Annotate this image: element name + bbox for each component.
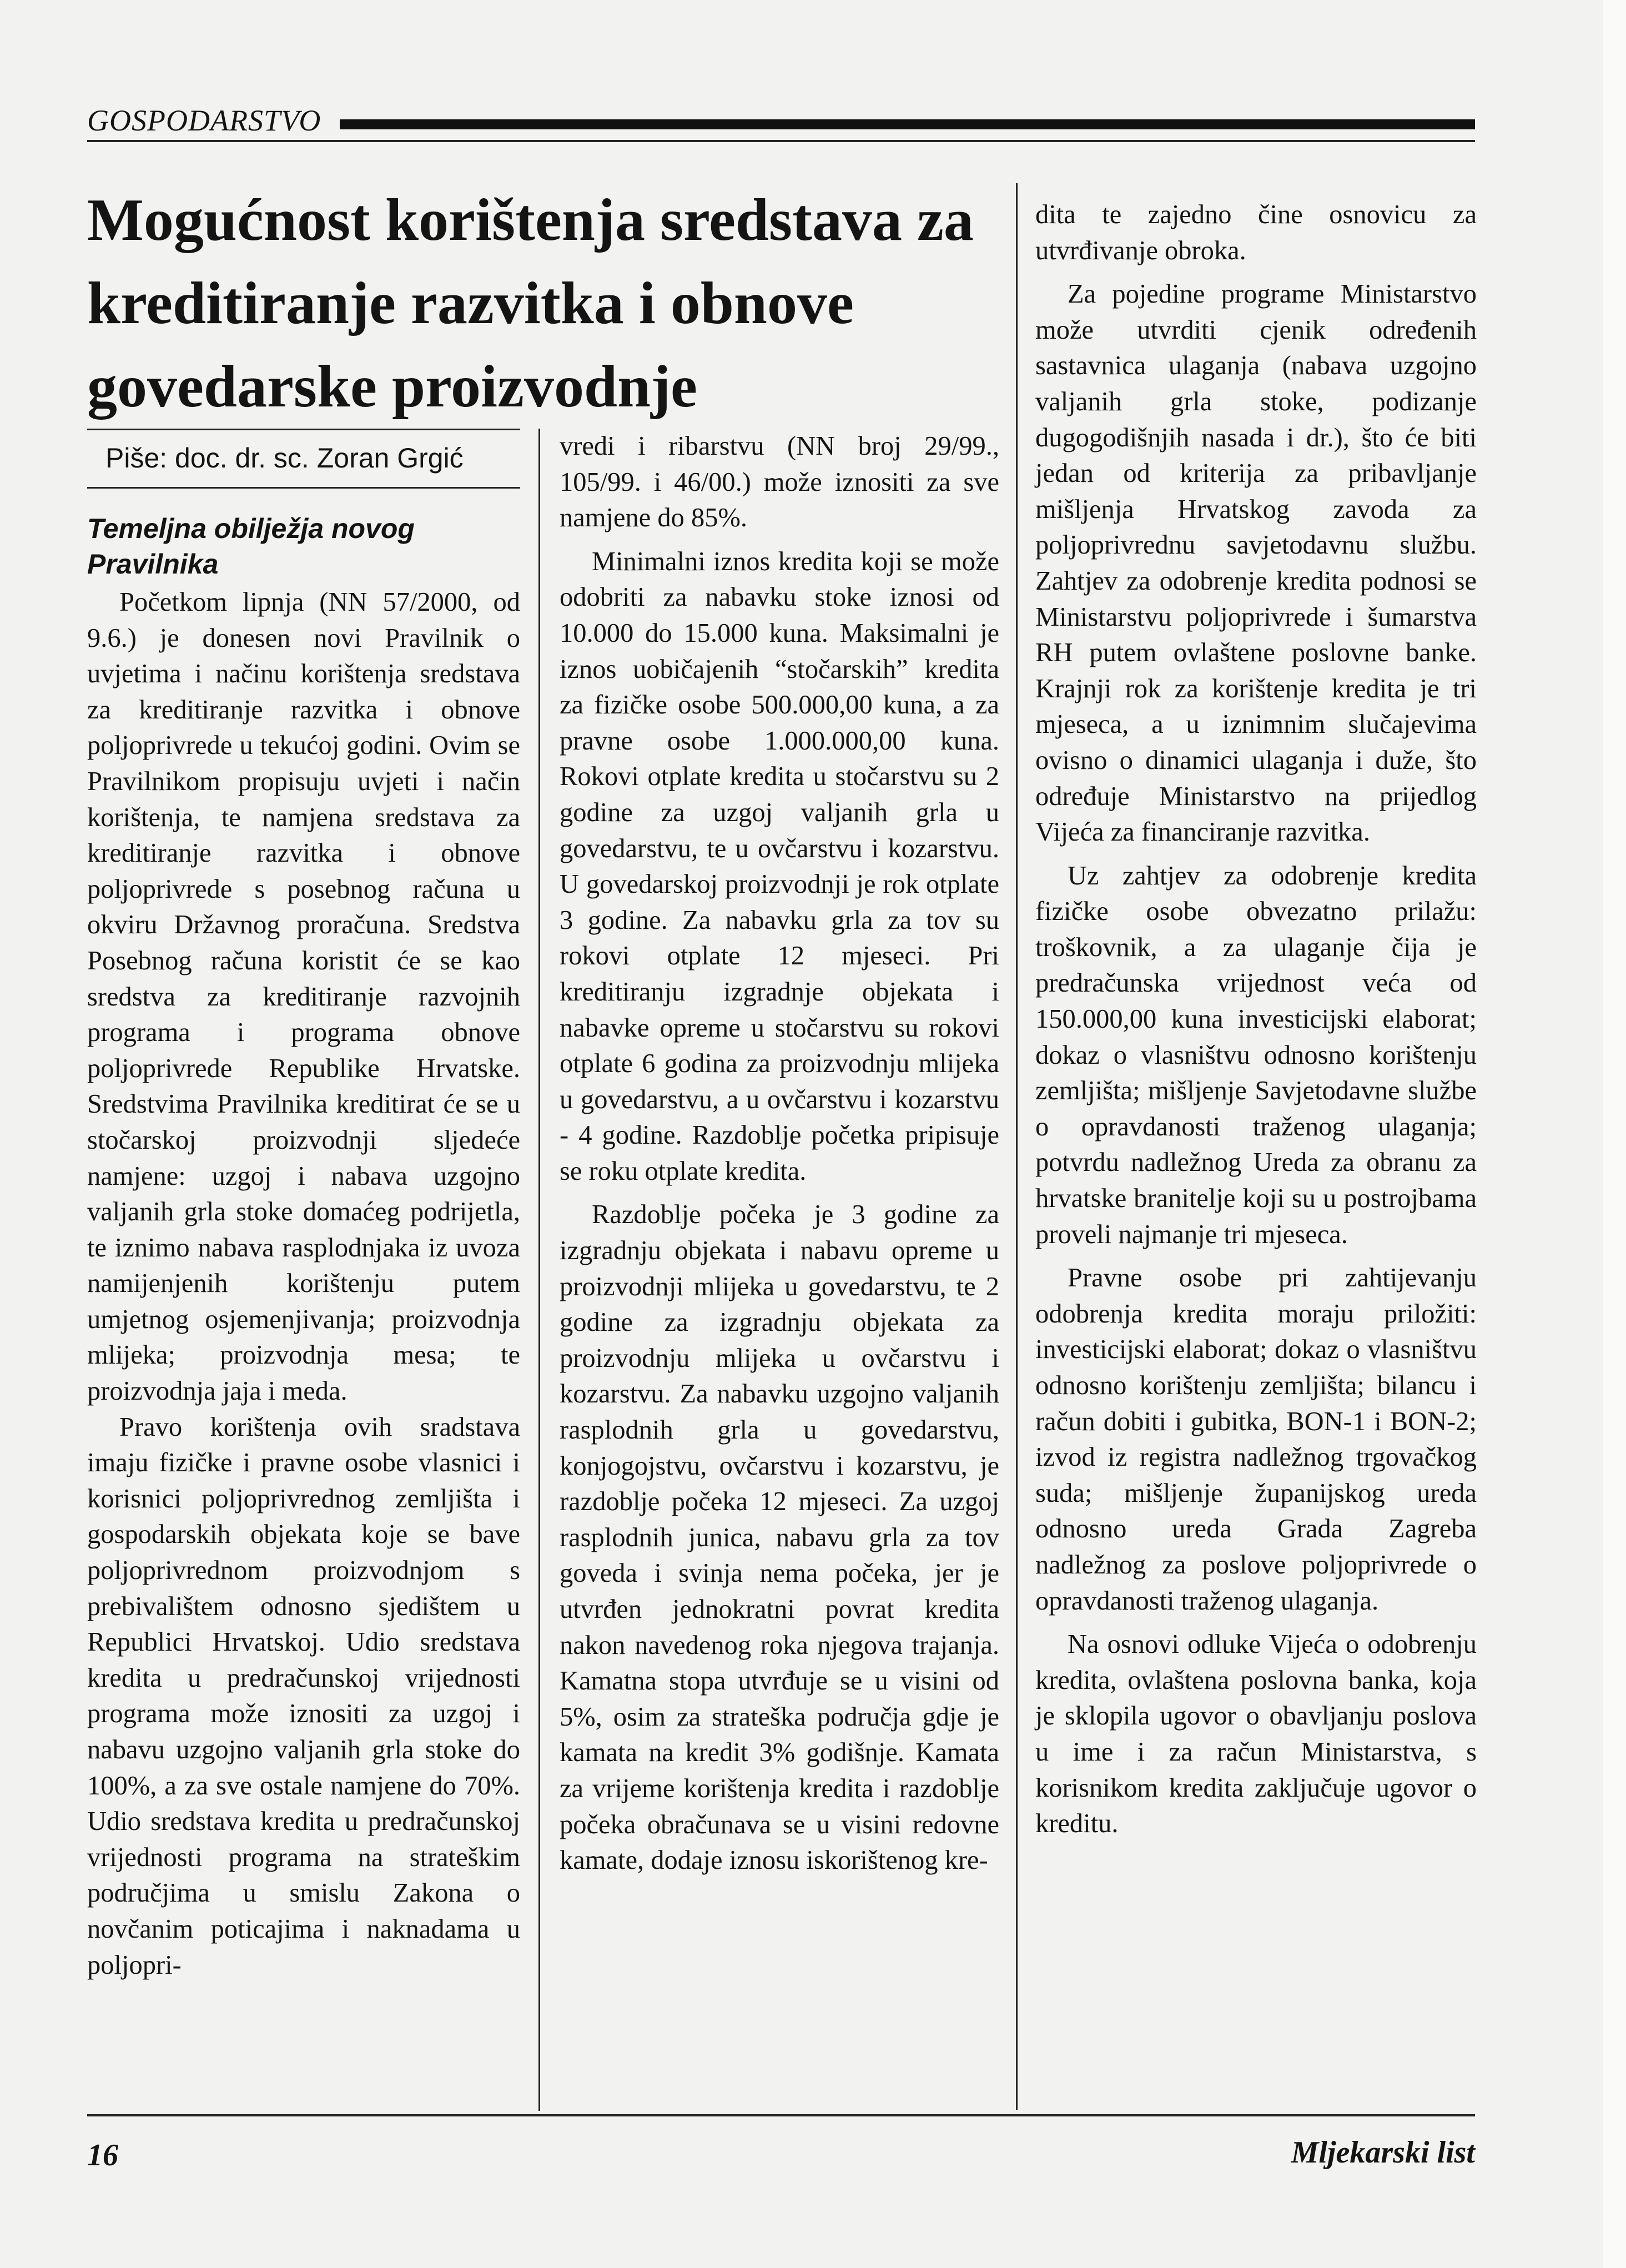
subheading: Temeljna obilježja novog Pravilnika [87, 513, 415, 580]
column-divider [1016, 183, 1018, 2110]
paragraph: Pravo korištenja ovih sradstava imaju fizičke i pravne osobe vlasnici i korisnici poljoprivrednog zemljišta i gospodarskih objekata koje se bave poljoprivrednom proizvodnjom s prebivalištem odnosno sjedištem u Republici Hrvatskoj. Udio sredstava kredita u predračunskoj vrijednosti programa može iznositi za uzgoj i nabavu uzgojno valjanih grla stoke do 100%, a za sve ostale namjene do 70%. Udio sredstava kredita u predračunskoj vrijednosti programa na strateškim područjima u smislu Zakona o novčanim poticajima i naknadama u poljopri- [87, 1412, 520, 1980]
paragraph: Uz zahtjev za odobrenje kredita fizičke osobe obvezatno prilažu: troškovnik, a za ulaganje čija je predračunska vrijednost veća od 150.000,00 kuna investicijski elaborat; dokaz o vlasništvu odnosno korištenju zemljišta; mišljenje Savjetodavne službe o opravdanosti traženog ulaganja; potvrdu nadležnog Ureda za obranu za hrvatske branitelje koji su u postrojbama proveli najmanje tri mjeseca. [1035, 861, 1477, 1249]
column-1 [87, 585, 520, 1983]
column-3 [1035, 197, 1477, 1842]
journal-name: Mljekarski list [1291, 2135, 1475, 2170]
byline-rule-bottom [87, 487, 520, 489]
byline: Piše: doc. dr. sc. Zoran Grgić [105, 442, 464, 474]
column-divider [538, 429, 540, 2111]
paragraph: Razdoblje počeka je 3 godine za izgradnju objekata i nabavu opreme u proizvodnji mlijeka u govedarstvu, te 2 godine za izgradnju objekata za proizvodnju mlijeka u ovčarstvu i kozarstvu. Za nabavku uzgojno valjanih rasplodnih grla u govedarstvu, konjogojstvu, ovčarstvu i kozarstvu, je razdoblje počeka 12 mjeseci. Za uzgoj rasplodnih junica, nabavu grla za tov goveda i svinja nema počeka, jer je utvrđen jednokratni povrat kredita nakon navedenog roka njegova trajanja. Kamatna stopa utvrđuje se u visini od 5%, osim za strateška područja gdje je kamata na kredit 3% godišnje. Kamata za vrijeme korištenja kredita i razdoblje počeka obračunava se u visini redovne kamate, dodaje iznosu iskorištenog kre- [560, 1200, 999, 1875]
header-rule [87, 140, 1475, 142]
paragraph: Pravne osobe pri zahtijevanju odobrenja kredita moraju priložiti: investicijski elaborat; dokaz o vlasništvu odnosno korištenju zemljišta; bilancu i račun dobiti i gubitka, BON-1 i BON-2; izvod iz registra nadležnog trgovačkog suda; mišljenje županijskog ureda odnosno ureda Grada Zagreba nadležnog za poslove poljoprivrede o opravdanosti traženog ulaganja. [1035, 1263, 1477, 1616]
paragraph: dita te zajedno čine osnovicu za utvrđivanje obroka. [1035, 200, 1477, 265]
page-edge [1603, 0, 1626, 2268]
paragraph: Na osnovi odluke Vijeća o odobrenju kredita, ovlaštena poslovna banka, koja je sklopila ugovor o obavljanju poslova u ime i za račun Ministarstva, s korisnikom kredita zaključuje ugovor o kreditu. [1035, 1630, 1477, 1839]
header-bar [340, 119, 1475, 129]
section-label: GOSPODARSTVO [87, 104, 321, 137]
paragraph: Za pojedine programe Ministarstvo može utvrditi cjenik određenih sastavnica ulaganja (nabava uzgojno valjanih grla stoke, podizanje dugogodišnjih nasada i dr.), što će biti jedan od kriterija za pribavljanje mišljenja Hrvatskog zavoda za poljoprivrednu savjetodavnu službu. Zahtjev za odobrenje kredita podnosi se Ministarstvu poljoprivrede i šumarstva RH putem ovlaštene poslovne banke. Krajnji rok za korištenje kredita je tri mjeseca, a u iznimnim slučajevima ovisno o dinamici ulaganja i duže, što određuje Ministarstvo na prijedlog Vijeća za financiranje razvitka. [1035, 279, 1477, 847]
paragraph: Minimalni iznos kredita koji se može odobriti za nabavku stoke iznosi od 10.000 do 15.000 kuna. Maksimalni je iznos uobičajenih “stočarskih” kredita za fizičke osobe 500.000,00 kuna, a za pravne osobe 1.000.000,00 kuna. Rokovi otplate kredita u stočarstvu su 2 godine za uzgoj valjanih grla u govedarstvu, te u ovčarstvu i kozarstvu. U govedarskoj proizvodnji je rok otplate 3 godine. Za nabavku grla za tov su rokovi otplate 12 mjeseci. Pri kreditiranju izgradnje objekata i nabavke opreme u stočarstvu su rokovi otplate 6 godina za proizvodnju mlijeka u govedarstvu, a u ovčarstvu i kozarstvu - 4 godine. Razdoblje početka pripisuje se roku otplate kredita. [560, 546, 999, 1186]
article-title: Mogućnost korištenja sredstava za kreditiranje razvitka i obnove govedarske proizvodnje [87, 187, 974, 420]
page-number: 16 [87, 2138, 118, 2173]
footer-rule [87, 2114, 1475, 2116]
byline-rule-top [87, 429, 520, 430]
column-2 [560, 429, 999, 1879]
paragraph: Početkom lipnja (NN 57/2000, od 9.6.) je donesen novi Pravilnik o uvjetima i načinu korištenja sredstava za kreditiranje razvitka i obnove poljoprivrede u tekućoj godini. Ovim se Pravilnikom propisuju uvjeti i način korištenja, te namjena sredstava za kreditiranje razvitka i obnove poljoprivrede s posebnog računa u okviru Državnog proračuna. Sredstva Posebnog računa koristit će se kao sredstva za kreditiranje razvojnih programa i programa obnove poljoprivrede Republike Hrvatske. Sredstvima Pravilnika kreditirat će se u stočarskoj proizvodnji sljedeće namjene: uzgoj i nabava uzgojno valjanih grla stoke domaćeg podrijetla, te iznimo nabava rasplodnjaka iz uvoza namijenjenih korištenju putem umjetnog osjemenjivanja; proizvodnja mlijeka; proizvodnja mesa; te proizvodnja jaja i meda. [87, 587, 520, 1406]
paragraph: vredi i ribarstvu (NN broj 29/99., 105/99. i 46/00.) može iznositi za sve namjene do 85%. [560, 431, 999, 533]
